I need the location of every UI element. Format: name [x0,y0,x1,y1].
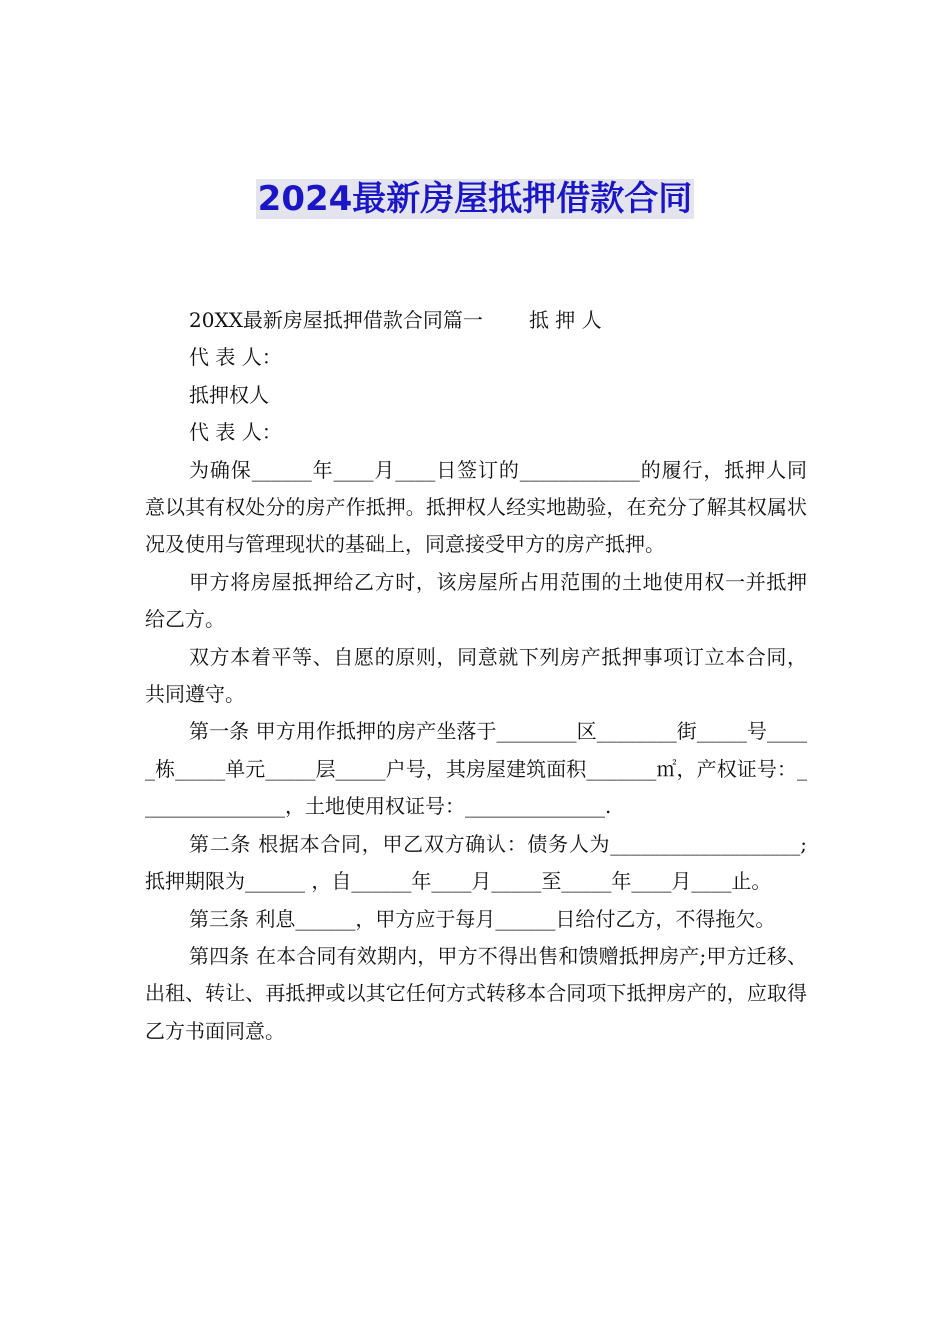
paragraph-principle: 双方本着平等、自愿的原则，同意就下列房产抵押事项订立本合同，共同遵守。 [145,644,807,707]
paragraph-guarantee: 为确保______年____月____日签订的____________的履行，抵押人同意以其有权处分的房产作抵押。抵押权人经实地勘验，在充分了解其权属状况及使用与管理现状的基础上，同意接受甲方的房产抵押。 [145,457,807,557]
paragraph-heading-line [145,302,807,339]
article-three: 第三条 利息______，甲方应于每月______日给付乙方，不得拖欠。 [189,906,776,931]
document-title-text: 2024最新房屋抵押借款合同 [257,179,693,219]
article-one: 第一条 甲方用作抵押的房产坐落于________区________街_____号_____栋_____单元_____层_____户号，其房屋建筑面积_______㎡，产权证号：_______________，土地使用权证号：______________. [145,719,807,819]
document-title [0,175,950,223]
mortgagee-label: 抵押权人 [189,382,269,407]
article-four: 第四条 在本合同有效期内，甲方不得出售和馈赠抵押房产;甲方迁移、出租、转让、再抵押或以其它任何方式转移本合同项下抵押房产的，应取得乙方书面同意。 [145,943,807,1043]
mortgagor-label: 抵 押 人 [528,308,602,332]
document-body [145,302,807,1050]
section-heading: 20XX最新房屋抵押借款合同篇一 [189,308,483,332]
representative-label-2: 代 表 人： [189,420,282,445]
representative-label: 代 表 人： [189,345,282,370]
article-two: 第二条 根据本合同，甲乙双方确认：债务人为___________________;抵押期限为______ ，自______年____月_____至_____年____月____止。 [145,831,807,894]
paragraph-land-rights: 甲方将房屋抵押给乙方时，该房屋所占用范围的土地使用权一并抵押给乙方。 [145,569,807,632]
